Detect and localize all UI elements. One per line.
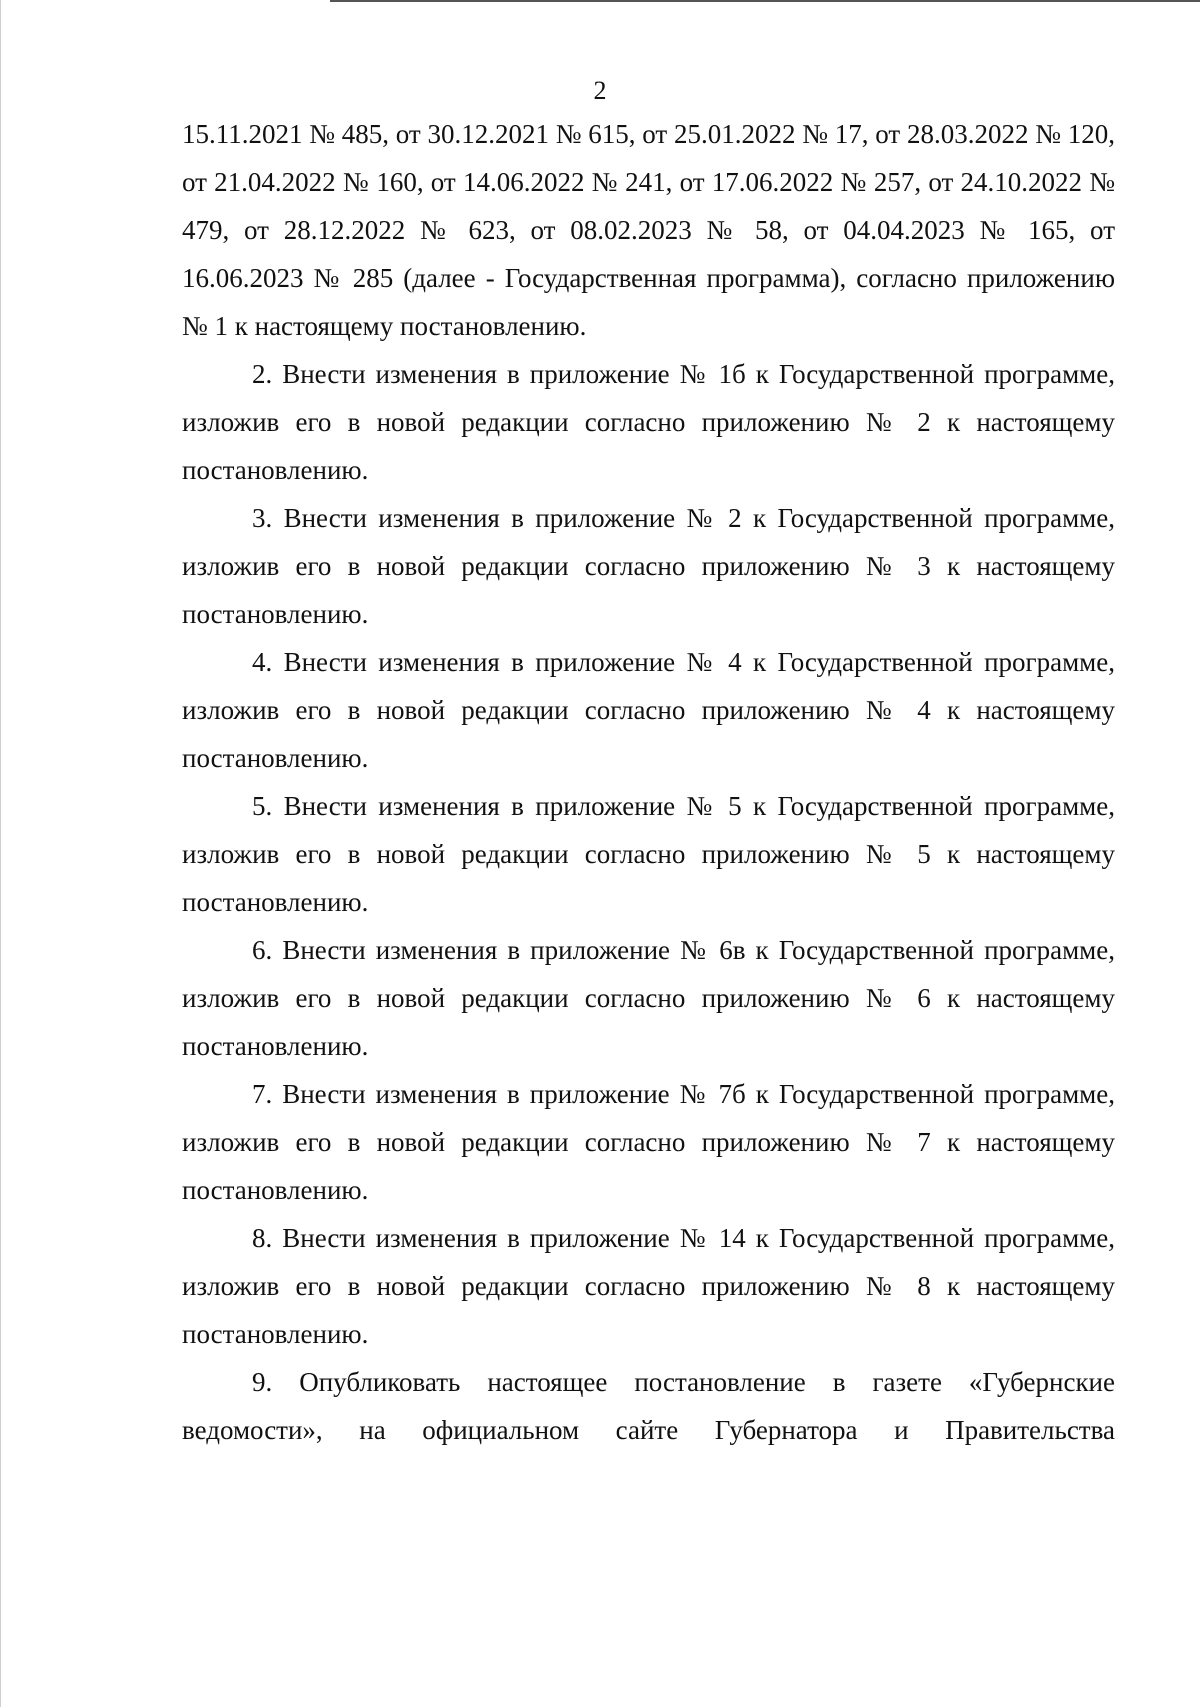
- paragraph-continuation: 15.11.2021 № 485, от 30.12.2021 № 615, от 25.01.2022 № 17, от 28.03.2022 № 120, от 21.04.2022 № 160, от 14.06.2022 № 241, от 17.06.2022 № 257, от 24.10.2022 № 479, от 28.12.2022 № 623, от 08.02.2023 № 58, от 04.04.2023 № 165, от 16.06.2023 № 285 (далее - Государственная программа), согласно приложению № 1 к настоящему постановлению.: [182, 119, 1115, 341]
- paragraph-item-4: 4. Внести изменения в приложение № 4 к Государственной программе, изложив его в новой редакции согласно приложению № 4 к настоящему постановлению.: [182, 647, 1115, 773]
- document-body: [182, 110, 1115, 1454]
- paragraph-item-2: 2. Внести изменения в приложение № 1б к Государственной программе, изложив его в новой редакции согласно приложению № 2 к настоящему постановлению.: [182, 359, 1115, 485]
- scan-edge-top: [330, 0, 1200, 2]
- paragraph-item-3: 3. Внести изменения в приложение № 2 к Государственной программе, изложив его в новой редакции согласно приложению № 3 к настоящему постановлению.: [182, 503, 1115, 629]
- paragraph-item-5: 5. Внести изменения в приложение № 5 к Государственной программе, изложив его в новой редакции согласно приложению № 5 к настоящему постановлению.: [182, 791, 1115, 917]
- page-number: 2: [593, 76, 607, 105]
- scan-edge-left: [0, 0, 1, 1707]
- paragraph-item-9: 9. Опубликовать настоящее постановление в газете «Губернские ведомости», на официальном сайте Губернатора и Правительства: [182, 1367, 1115, 1445]
- paragraph-item-6: 6. Внести изменения в приложение № 6в к Государственной программе, изложив его в новой редакции согласно приложению № 6 к настоящему постановлению.: [182, 935, 1115, 1061]
- paragraph-item-8: 8. Внести изменения в приложение № 14 к Государственной программе, изложив его в новой редакции согласно приложению № 8 к настоящему постановлению.: [182, 1223, 1115, 1349]
- paragraph-item-7: 7. Внести изменения в приложение № 7б к Государственной программе, изложив его в новой редакции согласно приложению № 7 к настоящему постановлению.: [182, 1079, 1115, 1205]
